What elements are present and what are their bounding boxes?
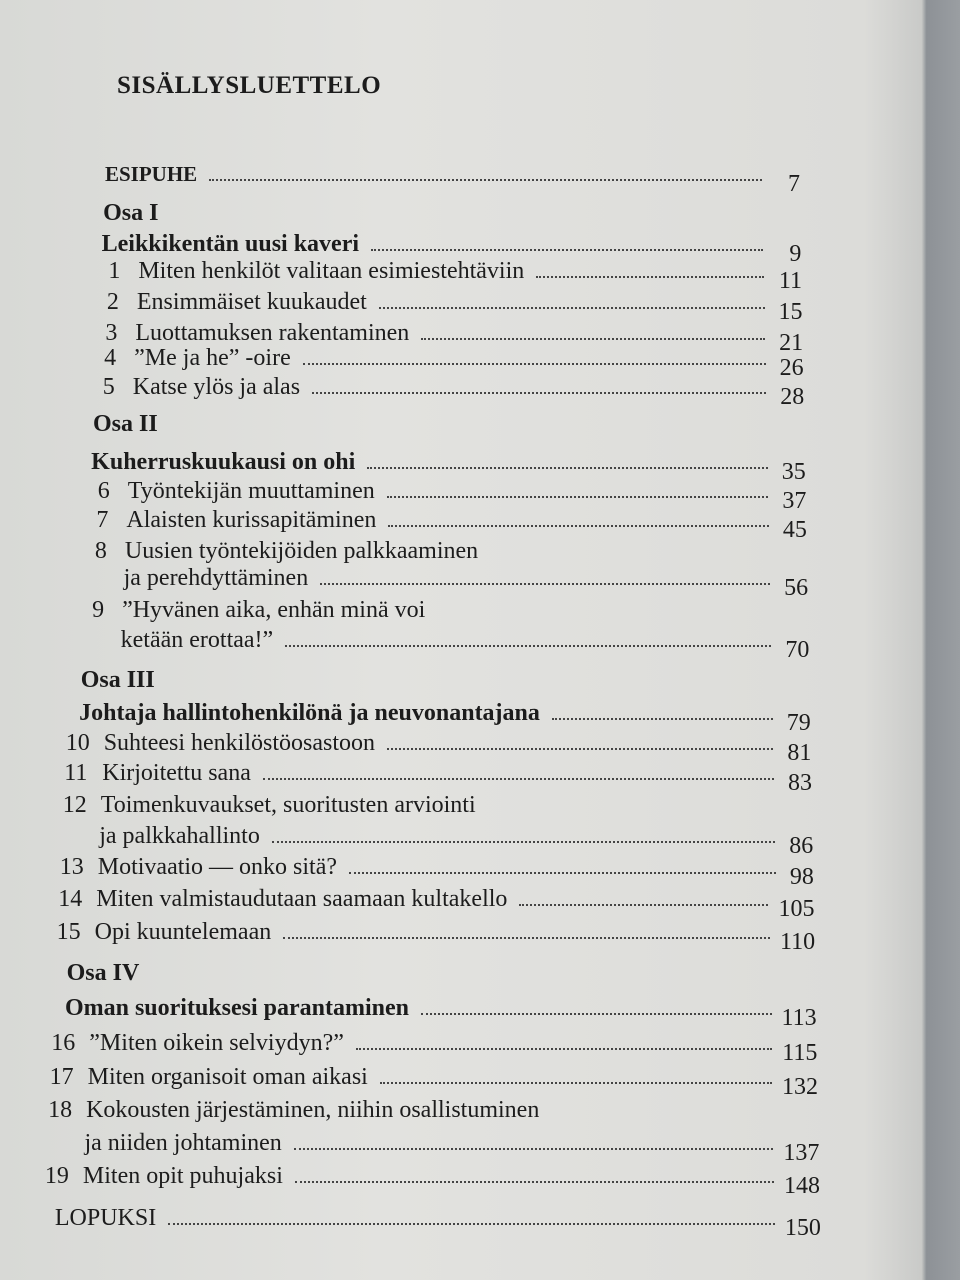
- page-number: 45: [782, 517, 807, 543]
- dot-leader: [209, 179, 762, 181]
- toc-entry[interactable]: [65, 729, 812, 766]
- page-number: 56: [784, 575, 809, 601]
- dot-leader: [285, 645, 771, 647]
- toc-entry-continuation[interactable]: [123, 564, 809, 601]
- chapter-number: 18: [48, 1097, 73, 1123]
- page-number: 11: [778, 268, 802, 294]
- dot-leader: [519, 904, 768, 906]
- entry-title: ”Hyvänen aika, enhän minä voi: [122, 597, 426, 623]
- toc-entry[interactable]: [63, 791, 476, 819]
- page-number: 150: [784, 1215, 821, 1241]
- dot-leader: [294, 1148, 774, 1150]
- dot-leader: [367, 467, 767, 469]
- entry-title: Oman suorituksesi parantaminen: [64, 995, 410, 1021]
- chapter-number: 12: [62, 792, 87, 818]
- dot-leader: [536, 276, 764, 278]
- page-number: 98: [789, 864, 814, 890]
- toc-entry[interactable]: [54, 1204, 821, 1241]
- entry-title: Osa III: [80, 667, 155, 693]
- page-number: 28: [780, 384, 805, 410]
- dot-leader: [356, 1048, 772, 1050]
- entry-title: Kokousten järjestäminen, niihin osallistuminen: [86, 1097, 540, 1123]
- entry-title: Uusien työntekijöiden palkkaaminen: [124, 538, 479, 564]
- entry-title: ”Me ja he” -oire: [134, 345, 291, 371]
- dot-leader: [295, 1181, 774, 1183]
- entry-title: ”Miten oikein selviydyn?”: [89, 1030, 344, 1056]
- toc-entry[interactable]: [64, 759, 812, 796]
- toc-entry[interactable]: [48, 1096, 539, 1124]
- chapter-number: 2: [106, 289, 119, 315]
- toc-entry[interactable]: [44, 1162, 821, 1199]
- page-number: 132: [782, 1074, 819, 1100]
- entry-title-continued: ja palkkahallinto: [99, 823, 260, 849]
- dot-leader: [387, 496, 769, 498]
- toc-entry[interactable]: [49, 1063, 819, 1100]
- chapter-number: 5: [102, 374, 115, 400]
- toc-entry[interactable]: [95, 537, 478, 565]
- dot-leader: [320, 583, 770, 585]
- toc-entry[interactable]: [106, 288, 803, 325]
- entry-title: Suhteesi henkilöstöosastoon: [103, 730, 376, 756]
- toc-entry[interactable]: [59, 853, 814, 890]
- dot-leader: [421, 338, 765, 340]
- toc-entry[interactable]: [105, 160, 800, 197]
- page-number: 26: [779, 355, 804, 381]
- page-number: 105: [778, 896, 815, 922]
- chapter-number: 4: [104, 345, 117, 371]
- toc-entry[interactable]: [101, 230, 802, 267]
- chapter-number: 16: [51, 1030, 76, 1056]
- entry-title: Katse ylös ja alas: [132, 374, 301, 400]
- dot-leader: [379, 307, 765, 309]
- page-number: 81: [787, 740, 812, 766]
- chapter-number: 14: [58, 886, 83, 912]
- page-number: 21: [779, 330, 804, 356]
- entry-title: Työntekijän muuttaminen: [127, 478, 375, 504]
- chapter-number: 10: [65, 730, 90, 756]
- entry-title: Miten opit puhujaksi: [82, 1163, 283, 1189]
- toc-entry[interactable]: [58, 885, 815, 922]
- entry-title-continued: ja niiden johtaminen: [84, 1130, 282, 1156]
- entry-title: Ensimmäiset kuukaudet: [136, 289, 367, 315]
- dot-leader: [263, 778, 774, 780]
- dot-leader: [283, 937, 770, 939]
- toc-entry[interactable]: [56, 918, 816, 955]
- toc-entry[interactable]: [92, 596, 425, 624]
- entry-title: LOPUKSI: [54, 1205, 157, 1231]
- page-number: 148: [784, 1173, 821, 1199]
- chapter-number: 9: [92, 597, 105, 623]
- page-number: 83: [787, 770, 812, 796]
- entry-title: Johtaja hallintohenkilönä ja neuvonantajana: [79, 700, 540, 726]
- toc-entry[interactable]: [105, 319, 804, 356]
- dot-leader: [349, 872, 776, 874]
- entry-title: ESIPUHE: [105, 162, 198, 186]
- dot-leader: [387, 748, 773, 750]
- chapter-number: 13: [59, 854, 84, 880]
- toc-entry-continuation[interactable]: [120, 626, 810, 663]
- chapter-number: 6: [97, 478, 110, 504]
- dot-leader: [380, 1082, 772, 1084]
- page-number: 113: [781, 1005, 817, 1031]
- entry-title: Toimenkuvaukset, suoritusten arviointi: [100, 792, 476, 818]
- page-number: 86: [789, 833, 814, 859]
- entry-title: Miten valmistaudutaan saamaan kultakello: [96, 886, 508, 912]
- part-heading[interactable]: [93, 410, 158, 438]
- chapter-number: 3: [105, 320, 118, 346]
- chapter-number: 11: [64, 760, 88, 786]
- page-number: 37: [782, 488, 807, 514]
- entry-title: Motivaatio — onko sitä?: [97, 854, 338, 880]
- entry-title: Luottamuksen rakentaminen: [135, 320, 410, 346]
- dot-leader: [272, 841, 775, 843]
- toc-title: SISÄLLYSLUETTELO: [117, 72, 382, 99]
- entry-title-continued: ja perehdyttäminen: [123, 565, 309, 591]
- page-number: 7: [788, 171, 800, 197]
- toc-entry[interactable]: [104, 344, 804, 381]
- entry-title: Opi kuuntelemaan: [94, 919, 272, 945]
- dot-leader: [303, 363, 766, 365]
- chapter-number: 15: [56, 919, 81, 945]
- page-number: 79: [786, 710, 811, 736]
- part-heading[interactable]: [67, 959, 140, 987]
- dot-leader: [552, 718, 773, 720]
- toc-entry[interactable]: [64, 994, 817, 1031]
- page-number: 9: [789, 241, 802, 267]
- chapter-number: 8: [94, 538, 107, 564]
- entry-title: Osa II: [93, 411, 158, 437]
- dot-leader: [371, 249, 763, 251]
- toc-entry[interactable]: [102, 373, 805, 410]
- dot-leader: [168, 1223, 775, 1225]
- entry-title: Leikkikentän uusi kaveri: [101, 231, 360, 257]
- page-number: 15: [778, 299, 803, 325]
- toc-entry[interactable]: [97, 477, 807, 514]
- part-heading[interactable]: [103, 199, 158, 227]
- toc-entry[interactable]: [79, 699, 811, 736]
- entry-title: Alaisten kurissapitäminen: [126, 507, 377, 533]
- page-number: 115: [782, 1040, 818, 1066]
- entry-title: Osa IV: [66, 960, 140, 986]
- dot-leader: [421, 1013, 772, 1015]
- toc-entry-continuation[interactable]: [84, 1129, 820, 1166]
- dot-leader: [388, 525, 769, 527]
- page-number: 110: [780, 929, 816, 955]
- toc-entry[interactable]: [108, 257, 802, 294]
- chapter-number: 7: [96, 507, 109, 533]
- entry-title: Kuherruskuukausi on ohi: [91, 449, 356, 475]
- toc-entry[interactable]: [96, 506, 807, 543]
- toc-entry[interactable]: [51, 1029, 818, 1066]
- entry-title: Miten henkilöt valitaan esimiestehtäviin: [138, 258, 525, 284]
- page-number: 35: [781, 459, 806, 485]
- page-number: 137: [783, 1140, 820, 1166]
- chapter-number: 17: [49, 1064, 74, 1090]
- dot-leader: [312, 392, 766, 394]
- chapter-number: 1: [108, 258, 121, 284]
- entry-title: Miten organisoit oman aikasi: [87, 1064, 368, 1090]
- entry-title: Osa I: [103, 200, 159, 226]
- page-number: 70: [785, 637, 810, 663]
- entry-title-continued: ketään erottaa!”: [120, 627, 274, 653]
- chapter-number: 19: [44, 1163, 69, 1189]
- part-heading[interactable]: [81, 666, 155, 694]
- entry-title: Kirjoitettu sana: [102, 760, 251, 786]
- toc-entry-continuation[interactable]: [99, 822, 814, 859]
- toc-entry[interactable]: [91, 448, 806, 485]
